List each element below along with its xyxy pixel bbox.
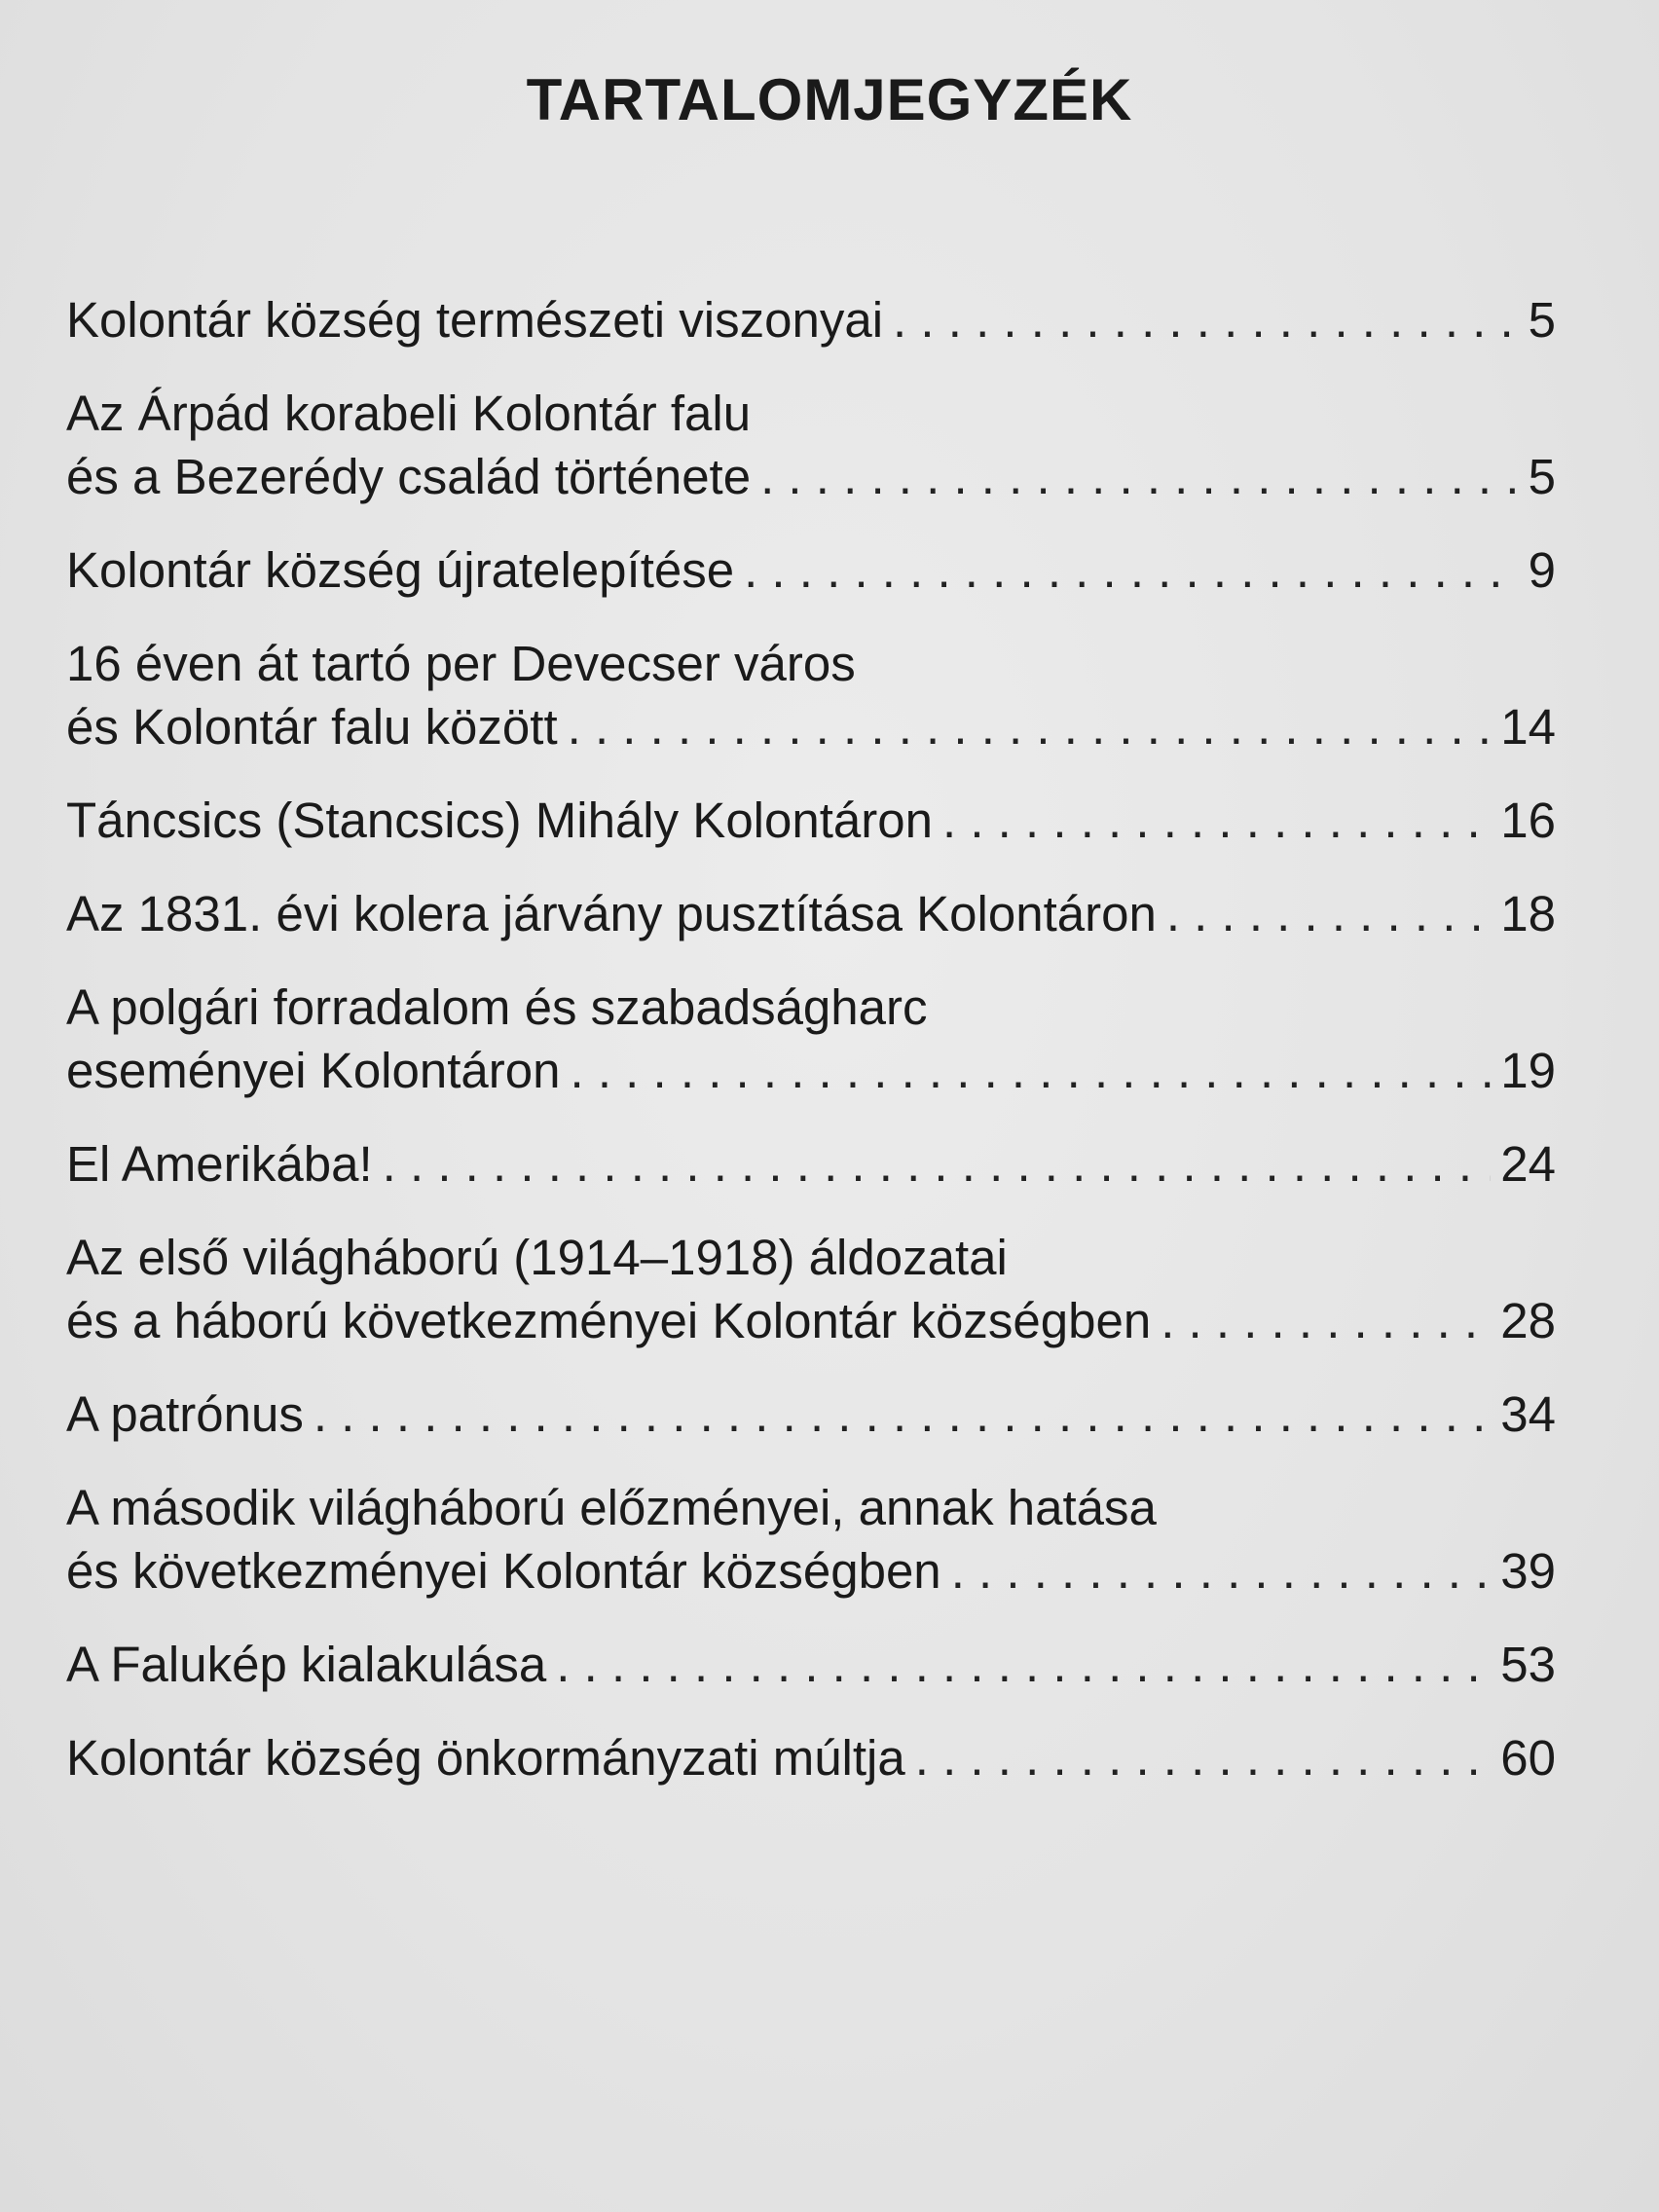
dot-leader [915, 1726, 1492, 1789]
toc-entry-row [66, 288, 1556, 351]
toc-entry-row [66, 1726, 1556, 1789]
toc-entry [66, 288, 1556, 351]
dot-leader [893, 288, 1517, 351]
table-of-contents [66, 288, 1556, 1820]
toc-page-number: 18 [1500, 886, 1556, 941]
page-title: TARTALOMJEGYZÉK [526, 67, 1133, 132]
toc-entry-row [66, 445, 1556, 508]
toc-page-number: 28 [1500, 1293, 1556, 1348]
toc-entry [66, 1226, 1556, 1352]
toc-entry-title-line: Az 1831. évi kolera járvány pusztítása Kolontáron [66, 886, 1157, 941]
toc-entry-row [66, 1382, 1556, 1446]
toc-page-number: 34 [1500, 1386, 1556, 1442]
toc-page-number: 24 [1500, 1136, 1556, 1192]
toc-entry [66, 882, 1556, 945]
toc-entry-row [66, 1633, 1556, 1696]
toc-entry-title-line: A második világháború előzményei, annak hatása [66, 1480, 1157, 1535]
toc-entry-row [66, 1289, 1556, 1352]
toc-entry-title-line: A Falukép kialakulása [66, 1637, 547, 1692]
toc-entry [66, 1382, 1556, 1446]
toc-entry-title-line: Kolontár község újratelepítése [66, 542, 735, 598]
toc-page-number: 16 [1500, 793, 1556, 848]
dot-leader [571, 1039, 1492, 1102]
toc-entry-title-line: és a Bezerédy család története [66, 449, 752, 504]
toc-entry-title-line: és következményei Kolontár községben [66, 1543, 941, 1599]
toc-page-number: 60 [1500, 1730, 1556, 1786]
toc-entry-title-line: Táncsics (Stancsics) Mihály Kolontáron [66, 793, 933, 848]
toc-entry-title-line: A patrónus [66, 1386, 304, 1442]
toc-entry-row [66, 538, 1556, 602]
toc-entry-row [66, 695, 1556, 758]
toc-entry [66, 538, 1556, 602]
toc-entry-title-line: El Amerikába! [66, 1136, 373, 1192]
toc-page-number: 39 [1500, 1543, 1556, 1599]
dot-leader [760, 445, 1517, 508]
toc-entry-row [66, 789, 1556, 852]
dot-leader [1161, 1289, 1491, 1352]
toc-entry-title-line: és Kolontár falu között [66, 699, 558, 755]
dot-leader [744, 538, 1517, 602]
toc-entry [66, 632, 1556, 758]
dot-leader [383, 1132, 1492, 1196]
toc-entry [66, 789, 1556, 852]
toc-entry-title-line: A polgári forradalom és szabadságharc [66, 979, 928, 1035]
toc-entry-title-line: Az első világháború (1914–1918) áldozatai [66, 1230, 1008, 1285]
toc-entry-title-line: 16 éven át tartó per Devecser város [66, 636, 856, 691]
toc-entry [66, 382, 1556, 508]
toc-entry-title-line: és a háború következményei Kolontár községben [66, 1293, 1152, 1348]
dot-leader [951, 1539, 1492, 1603]
toc-page-number: 14 [1500, 699, 1556, 755]
toc-page-number: 9 [1528, 542, 1556, 598]
dot-leader [942, 789, 1491, 852]
toc-entry-row [66, 1132, 1556, 1196]
dot-leader [568, 695, 1492, 758]
toc-entry-title-line: Kolontár község természeti viszonyai [66, 292, 884, 348]
toc-entry-title-line: Az Árpád korabeli Kolontár falu [66, 386, 752, 441]
toc-entry [66, 1726, 1556, 1789]
toc-entry [66, 976, 1556, 1102]
toc-entry-row [66, 1039, 1556, 1102]
toc-entry [66, 1132, 1556, 1196]
dot-leader [313, 1382, 1491, 1446]
toc-entry-title-line: eseményei Kolontáron [66, 1043, 561, 1098]
toc-entry-title-line: Kolontár község önkormányzati múltja [66, 1730, 905, 1786]
dot-leader [556, 1633, 1491, 1696]
toc-page-number: 19 [1500, 1043, 1556, 1098]
toc-entry [66, 1476, 1556, 1603]
toc-entry-row [66, 882, 1556, 945]
toc-page-number: 53 [1500, 1637, 1556, 1692]
toc-page-number: 5 [1528, 292, 1556, 348]
toc-page-number: 5 [1528, 449, 1556, 504]
toc-entry [66, 1633, 1556, 1696]
dot-leader [1166, 882, 1491, 945]
toc-entry-row [66, 1539, 1556, 1603]
